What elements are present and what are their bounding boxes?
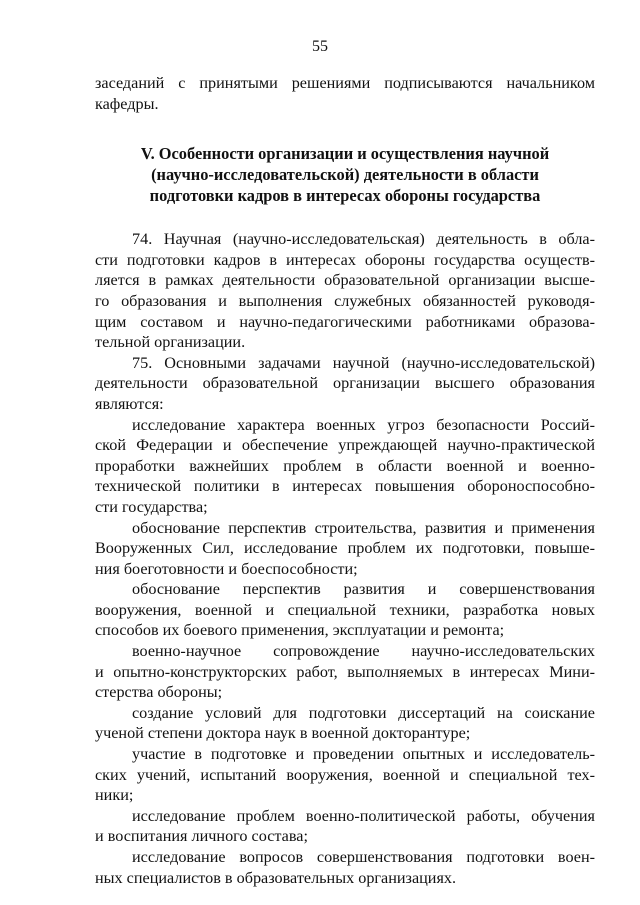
text-line: заседаний с принятыми решениями подписываются начальником [95, 74, 595, 92]
text-line: исследование вопросов совершенствования подготовки воен- [132, 848, 595, 866]
text-line: кафедры. [95, 94, 159, 113]
section-heading [95, 143, 595, 206]
text-line: го образования и выполнения служебных обязанностей руководя- [95, 291, 595, 310]
text-line: щим составом и научно-педагогическими работниками образова- [95, 312, 595, 331]
paragraphs [95, 229, 595, 888]
paragraph [95, 744, 595, 806]
text-line: деятельности образовательной организации высшего образования [95, 374, 595, 393]
page-number: 55 [312, 38, 328, 55]
paragraph [95, 415, 595, 518]
text-line: создание условий для подготовки диссертаций на соискание [132, 703, 595, 722]
text-line: способов их боевого применения, эксплуатации и ремонта; [95, 621, 505, 640]
text-line: ских учений, испытаний вооружения, военной и специальной тех- [95, 765, 595, 784]
paragraph [95, 703, 595, 744]
text-line: исследование проблем военно-политической работы, обучения [132, 806, 595, 825]
text-line: ляется в рамках деятельности образовательной организации высше- [95, 271, 595, 290]
paragraph [95, 518, 595, 580]
text-line: ученой степени доктора наук в военной докторантуре; [95, 724, 471, 743]
text-line: сти государства; [95, 497, 208, 516]
intro-text [95, 73, 595, 114]
heading-line: подготовки кадров в интересах обороны государства [149, 186, 541, 206]
paragraph [95, 579, 595, 641]
text-line: сти подготовки кадров в интересах обороны государства осуществ- [95, 250, 595, 269]
text-line: вооружения, военной и специальной техники, разработка новых [95, 600, 595, 619]
text-line: участие в подготовке и проведении опытных и исследователь- [132, 745, 595, 764]
text-line: проработки важнейших проблем в области военной и военно- [95, 456, 595, 475]
document-body [95, 73, 595, 888]
paragraph [95, 847, 595, 888]
text-line: и опытно-конструкторских работ, выполняемых в интересах Мини- [95, 662, 595, 681]
paragraph [95, 641, 595, 703]
text-line: ской Федерации и обеспечение упреждающей научно-практической [95, 436, 595, 455]
text-line: стерства обороны; [95, 683, 223, 702]
text-line: военно-научное сопровождение научно-исследовательских [132, 642, 595, 661]
text-line: технической политики в интересах повышения обороноспособно- [95, 477, 595, 496]
text-line: Вооруженных Сил, исследование проблем их подготовки, повыше- [95, 539, 595, 558]
heading-line: (научно-исследовательской) деятельности в области [151, 165, 539, 185]
text-line: 74. Научная (научно-исследовательская) деятельность в обла- [132, 230, 595, 249]
text-line: ники; [95, 786, 134, 805]
heading-line: V. Особенности организации и осуществления научной [140, 144, 550, 164]
text-line: ния боеготовности и боеспособности; [95, 559, 358, 578]
text-line: обоснование перспектив развития и совершенствования [132, 580, 595, 599]
text-line: исследование характера военных угроз безопасности Россий- [132, 415, 595, 434]
paragraph [95, 806, 595, 847]
text-line: являются: [95, 394, 164, 413]
text-line: 75. Основными задачами научной (научно-исследовательской) [132, 353, 595, 372]
paragraph [95, 229, 595, 353]
text-line: обоснование перспектив строительства, развития и применения [132, 518, 595, 537]
text-line: тельной организации. [95, 333, 246, 352]
text-line: и воспитания личного состава; [95, 827, 308, 846]
paragraph [95, 353, 595, 415]
text-line: ных специалистов в образовательных организациях. [95, 868, 457, 887]
